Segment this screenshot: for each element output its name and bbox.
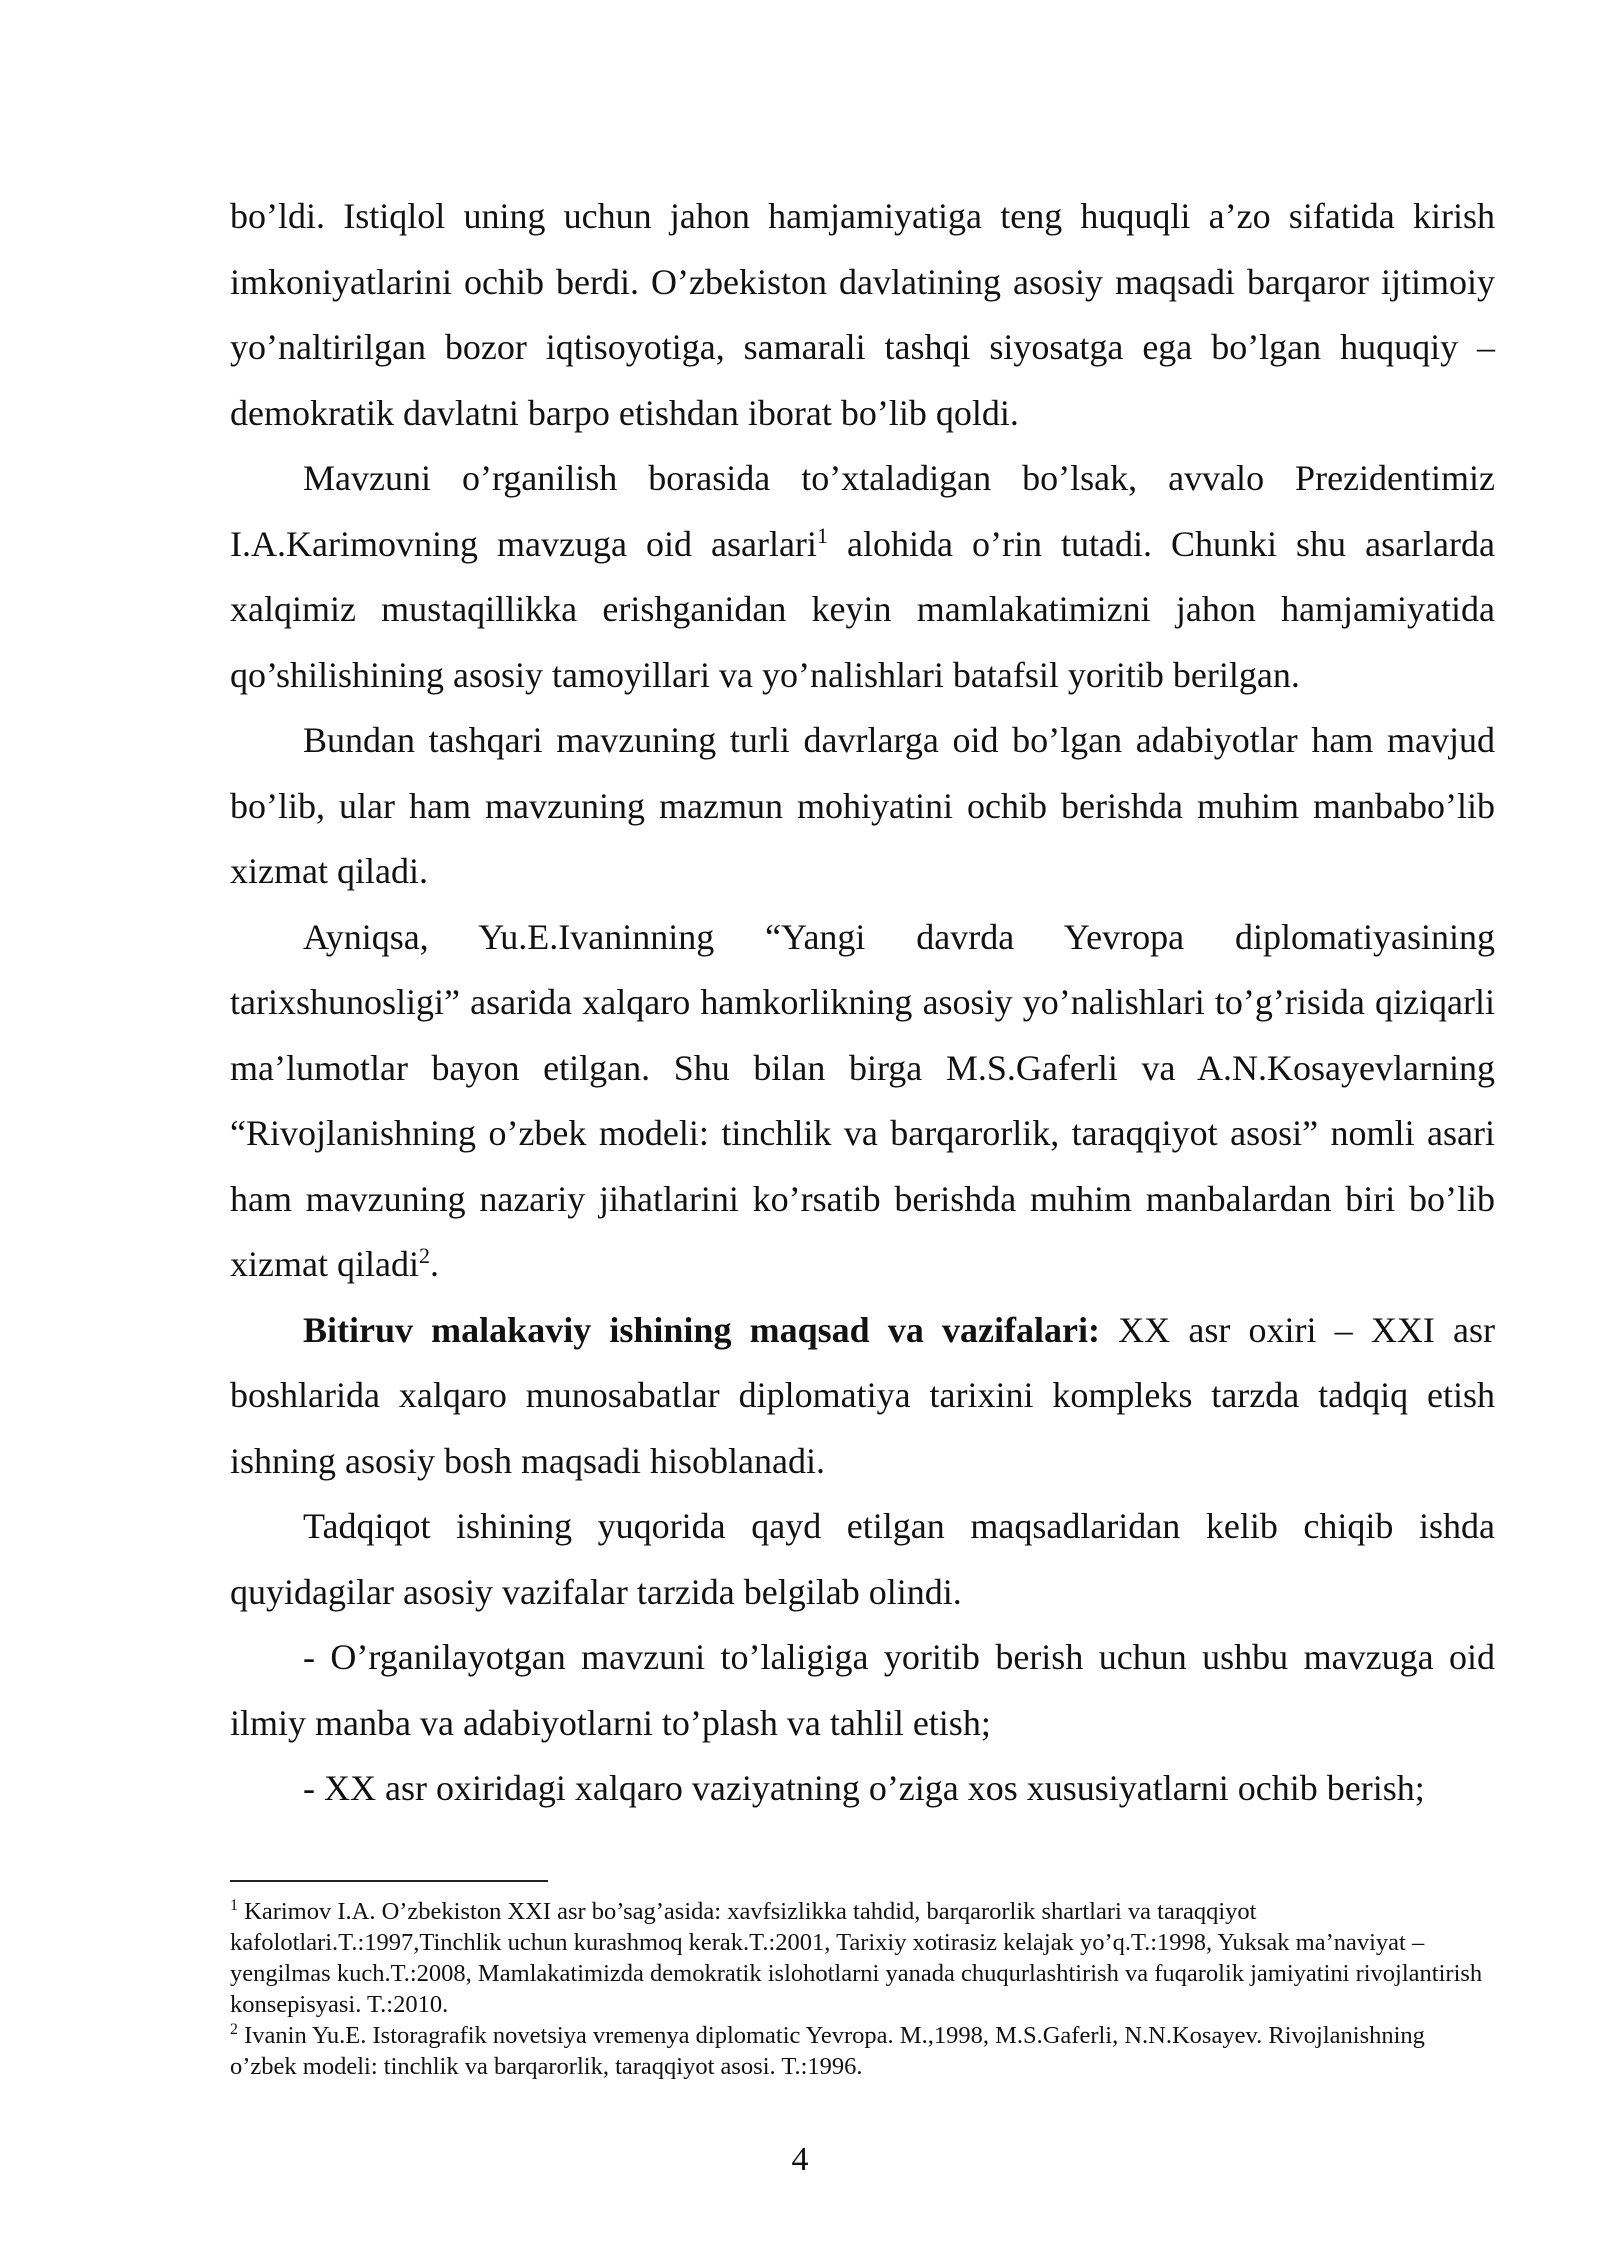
paragraph-text: - XX asr oxiridagi xalqaro vaziyatning o’ziga xos xususiyatlarni ochib berish;: [303, 1768, 1425, 1808]
footnote-number: 1: [230, 1896, 238, 1914]
footnote-number: 2: [230, 2020, 238, 2038]
section-heading-goals: Bitiruv malakaviy ishining maqsad va vazifalari:: [303, 1309, 1100, 1350]
paragraph-karimov-works: [230, 446, 1495, 708]
paragraph-ivanin-works: [230, 905, 1495, 1298]
paragraph-text: Tadqiqot ishining yuqorida qayd etilgan maqsadlaridan kelib chiqib ishda quyidagilar asosiy vazifalar tarzida belgilab olindi.: [230, 1506, 1495, 1612]
footnote-ref-1[interactable]: 1: [816, 522, 828, 548]
paragraph-tasks-intro: [230, 1494, 1495, 1625]
page-number: 4: [791, 2141, 809, 2178]
footnote-text: Ivanin Yu.E. Istoragrafik novetsiya vremenya diplomatic Yevropa. M.,1998, M.S.Gaferli, N.N.Kosayev. Rivojlanishning o’zbek modeli: tinchlik va barqarorlik, taraqqiyot asosi. T.:1996.: [230, 2022, 1425, 2080]
document-body: [230, 184, 1495, 1822]
paragraph-goals: [230, 1298, 1495, 1495]
paragraph-intro-continuation: [230, 184, 1495, 446]
paragraph-literature: [230, 708, 1495, 905]
paragraph-task-item-1: [230, 1625, 1495, 1756]
footnotes-section: [230, 1880, 1495, 2082]
footnote-separator: [230, 1880, 548, 1882]
paragraph-text: Ayniqsa, Yu.E.Ivaninning “Yangi davrda Yevropa diplomatiyasining tarixshunosligi” asarida xalqaro hamkorlikning asosiy yo’nalishlari to’g’risida qiziqarli ma’lumotlar bayon etilgan. Shu bilan birga M.S.Gaferli va A.N.Kosayevlarning “Rivojlanishning o’zbek modeli: tinchlik va barqarorlik, taraqqiyot asosi” nomli asari ham mavzuning nazariy jihatlarini ko’rsatib berishda muhim manbalardan biri bo’lib xizmat qiladi: [230, 916, 1495, 1284]
footnote-ref-2[interactable]: 2: [418, 1243, 430, 1268]
footnote-1: [230, 1896, 1495, 2020]
paragraph-text: Mavzuni o’rganilish borasida to’xtaladigan bo’lsak, avvalo Prezidentimiz I.A.Karimovning mavzuga oid asarlari: [230, 458, 1495, 564]
paragraph-text: bo’ldi. Istiqlol uning uchun jahon hamjamiyatiga teng huquqli a’zo sifatida kirish imkoniyatlarini ochib berdi. O’zbekiston davlatining asosiy maqsadi barqaror ijtimoiy yo’naltirilgan bozor iqtisoyotiga, samarali tashqi siyosatga ega bo’lgan huquqiy – demokratik davlatni barpo etishdan iborat bo’lib qoldi.: [230, 196, 1495, 433]
paragraph-task-item-2: [230, 1756, 1495, 1822]
paragraph-text: alohida o’rin tutadi. Chunki shu asarlarda xalqimiz mustaqillikka erishganidan keyin mamlakatimizni jahon hamjamiyatida qo’shilishining asosiy tamoyillari va yo’nalishlari batafsil yoritib berilgan.: [230, 523, 1495, 695]
paragraph-text: XX asr oxiri – XXI asr boshlarida xalqaro munosabatlar diplomatiya tarixini kompleks tarzda tadqiq etish ishning asosiy bosh maqsadi hisoblanadi.: [230, 1309, 1495, 1481]
paragraph-text: Bundan tashqari mavzuning turli davrlarga oid bo’lgan adabiyotlar ham mavjud bo’lib, ular ham mavzuning mazmun mohiyatini ochib berishda muhim manbabo’lib xizmat qiladi.: [230, 720, 1495, 891]
paragraph-text: - O’rganilayotgan mavzuni to’laligiga yoritib berish uchun ushbu mavzuga oid ilmiy manba va adabiyotlarni to’plash va tahlil etish;: [230, 1637, 1495, 1743]
footnote-text: Karimov I.A. O’zbekiston XXI asr bo’sag’asida: xavfsizlikka tahdid, barqarorlik shartlari va taraqqiyot kafolotlari.T.:1997,Tinchlik uchun kurashmoq kerak.T.:2001, Tarixiy xotirasiz kelajak yo’q.T.:1998, Yuksak ma’naviyat – yengilmas kuch.T.:2008, Mamlakatimizda demokratik islohotlarni yanada chuqurlashtirish va fuqarolik jamiyatini rivojlantirish konsepisyasi. T.:2010.: [230, 1898, 1483, 2018]
paragraph-text: .: [429, 1244, 439, 1284]
footnote-2: [230, 2020, 1495, 2082]
